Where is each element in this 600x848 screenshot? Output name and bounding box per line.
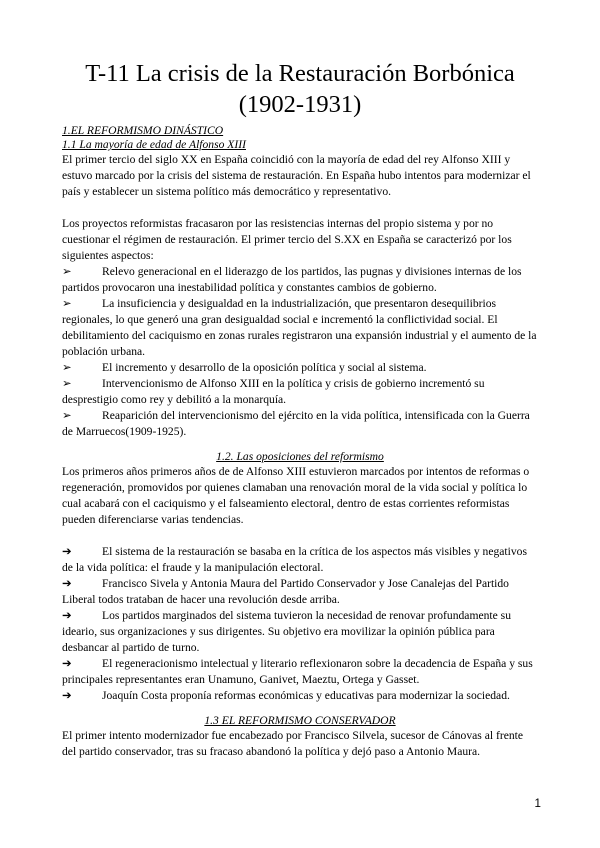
list-item: ➢ Reaparición del intervencionismo del ejército en la vida política, intensificada con la Guerra de Marruecos(1909-1925). xyxy=(62,409,530,438)
section-1-2-heading: 1.2. Las oposiciones del reformismo xyxy=(216,450,384,463)
section-1-3-paragraph-1: El primer intento modernizador fue encabezado por Francisco Silvela, sucesor de Cánovas al frente del partido conservador, tras su fracaso abandonó la política y dejó paso a Antonio Maura. xyxy=(62,729,523,758)
arrowhead-bullet-icon: ➢ xyxy=(62,409,72,422)
section-1-2-bullet-list xyxy=(62,544,538,704)
section-1-1-paragraph-2: Los proyectos reformistas fracasaron por las resistencias internas del propio sistema y por no cuestionar el régimen de restauración. El primer tercio del S.XX en España se caracterizó por los siguientes aspectos: xyxy=(62,217,512,262)
document-title xyxy=(62,58,538,120)
list-item: ➢ Relevo generacional en el liderazgo de los partidos, las pugnas y divisiones internas de los partidos provocaron una inestabilidad política y constantes cambios de gobierno. xyxy=(62,265,522,294)
list-item: ➢ La insuficiencia y desigualdad en la industrialización, que presentaron desequilibrios regionales, lo que generó una gran desigualdad social e incrementó la conflictividad social. El debilitamiento del caciquismo en zonas rurales registraron una expansión industrial y el aumento de la población urbana. xyxy=(62,297,537,358)
section-1-1-bullet-list xyxy=(62,264,538,440)
spacer xyxy=(62,704,538,714)
section-1-1-heading: 1.1 La mayoría de edad de Alfonso XIII xyxy=(62,138,246,151)
right-arrow-bullet-icon: ➔ xyxy=(62,689,72,702)
arrowhead-bullet-icon: ➢ xyxy=(62,265,72,278)
list-item: ➢ Intervencionismo de Alfonso XIII en la política y crisis de gobierno incrementó su desprestigio como rey y debilitó a la monarquía. xyxy=(62,377,485,406)
arrowhead-bullet-icon: ➢ xyxy=(62,361,72,374)
right-arrow-bullet-icon: ➔ xyxy=(62,657,72,670)
spacer xyxy=(62,200,538,216)
right-arrow-bullet-icon: ➔ xyxy=(62,609,72,622)
list-item: ➢ El incremento y desarrollo de la oposición política y social al sistema. xyxy=(62,361,427,374)
section-1-3-heading: 1.3 EL REFORMISMO CONSERVADOR xyxy=(204,714,396,727)
section-1-1-paragraph-1: El primer tercio del siglo XX en España coincidió con la mayoría de edad del rey Alfonso XIII y estuvo marcado por la crisis del sistema de restauración. En España hubo intentos para modernizar el país y establecer un sistema político más democrático y representativo. xyxy=(62,153,531,198)
page-number: 1 xyxy=(534,797,541,810)
list-item: ➔ Francisco Sivela y Antonia Maura del Partido Conservador y Jose Canalejas del Partido Liberal todos trataban de hacer una revolución desde arriba. xyxy=(62,577,509,606)
list-item: ➔ Joaquín Costa proponía reformas económicas y educativas para modernizar la sociedad. xyxy=(62,689,510,702)
arrowhead-bullet-icon: ➢ xyxy=(62,377,72,390)
document-page xyxy=(62,0,538,760)
title-line-1: T-11 La crisis de la Restauración Borbónica xyxy=(85,60,515,87)
list-item: ➔ Los partidos marginados del sistema tuvieron la necesidad de renovar profundamente su ideario, sus organizaciones y sus dirigentes. Su objetivo era movilizar la opinión pública para desbancar al partido de turno. xyxy=(62,609,511,654)
list-item: ➔ El sistema de la restauración se basaba en la crítica de los aspectos más visibles y negativos de la vida política: el fraude y la manipulación electoral. xyxy=(62,545,527,574)
section-1-heading: 1.EL REFORMISMO DINÁSTICO xyxy=(62,124,224,137)
list-item: ➔ El regeneracionismo intelectual y literario reflexionaron sobre la decadencia de España y sus principales representantes eran Unamuno, Ganivet, Maeztu, Ortega y Gasset. xyxy=(62,657,533,686)
spacer xyxy=(62,440,538,450)
right-arrow-bullet-icon: ➔ xyxy=(62,545,72,558)
arrowhead-bullet-icon: ➢ xyxy=(62,297,72,310)
section-1-2-paragraph-1: Los primeros años primeros años de de Alfonso XIII estuvieron marcados por intentos de reformas o regeneración, promovidos por quienes clamaban una renovación moral de la vida social y política lo cual acabará con el caciquismo y el falseamiento electoral, dentro de estas corrientes reformistas pueden diferenciarse varias tendencias. xyxy=(62,465,530,526)
spacer xyxy=(62,528,538,544)
right-arrow-bullet-icon: ➔ xyxy=(62,577,72,590)
title-line-2: (1902-1931) xyxy=(238,91,362,118)
